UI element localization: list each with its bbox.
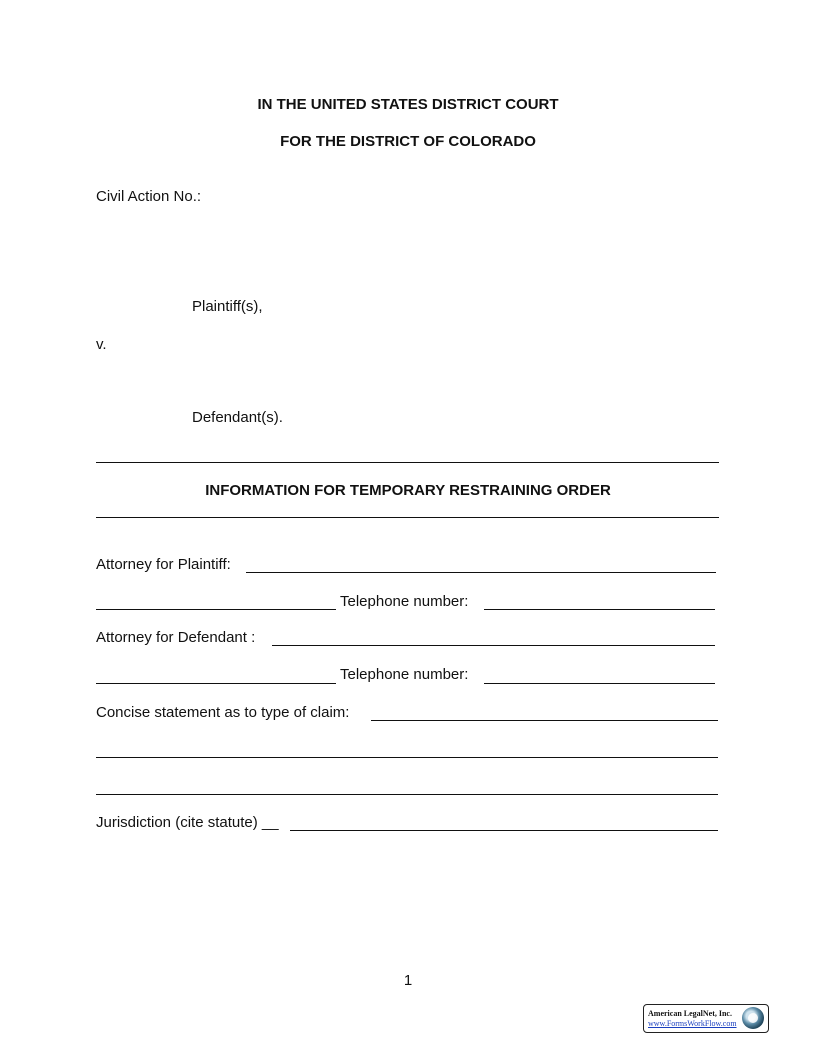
jurisdiction-field[interactable] <box>290 830 718 831</box>
claim-field-line-2[interactable] <box>96 757 718 758</box>
defendant-label: Defendant(s). <box>192 409 283 426</box>
logo-company-name: American LegalNet, Inc. <box>648 1009 732 1018</box>
court-district: FOR THE DISTRICT OF COLORADO <box>280 133 536 150</box>
globe-icon <box>742 1007 764 1029</box>
form-title: INFORMATION FOR TEMPORARY RESTRAINING ORDER <box>205 482 611 499</box>
versus-label: v. <box>96 336 107 353</box>
attorney-defendant-address-field[interactable] <box>96 683 336 684</box>
court-name: IN THE UNITED STATES DISTRICT COURT <box>257 96 559 113</box>
divider-top <box>96 462 719 463</box>
telephone-label-defendant: Telephone number: <box>340 666 469 683</box>
telephone-label-plaintiff: Telephone number: <box>340 593 469 610</box>
attorney-defendant-field[interactable] <box>272 645 715 646</box>
attorney-plaintiff-label: Attorney for Plaintiff: <box>96 556 231 573</box>
telephone-defendant-field[interactable] <box>484 683 715 684</box>
page-number: 1 <box>403 972 413 989</box>
claim-label: Concise statement as to type of claim: <box>96 704 350 721</box>
claim-field-line-1[interactable] <box>371 720 718 721</box>
logo-url-link[interactable]: www.FormsWorkFlow.com <box>648 1019 737 1028</box>
attorney-plaintiff-address-field[interactable] <box>96 609 336 610</box>
telephone-plaintiff-field[interactable] <box>484 609 715 610</box>
plaintiff-label: Plaintiff(s), <box>192 298 263 315</box>
jurisdiction-label: Jurisdiction (cite statute) __ <box>96 814 279 831</box>
attorney-defendant-label: Attorney for Defendant : <box>96 629 256 646</box>
divider-bottom <box>96 517 719 518</box>
claim-field-line-3[interactable] <box>96 794 718 795</box>
footer-logo[interactable] <box>643 1004 769 1033</box>
civil-action-label: Civil Action No.: <box>96 188 202 205</box>
attorney-plaintiff-field[interactable] <box>246 572 716 573</box>
